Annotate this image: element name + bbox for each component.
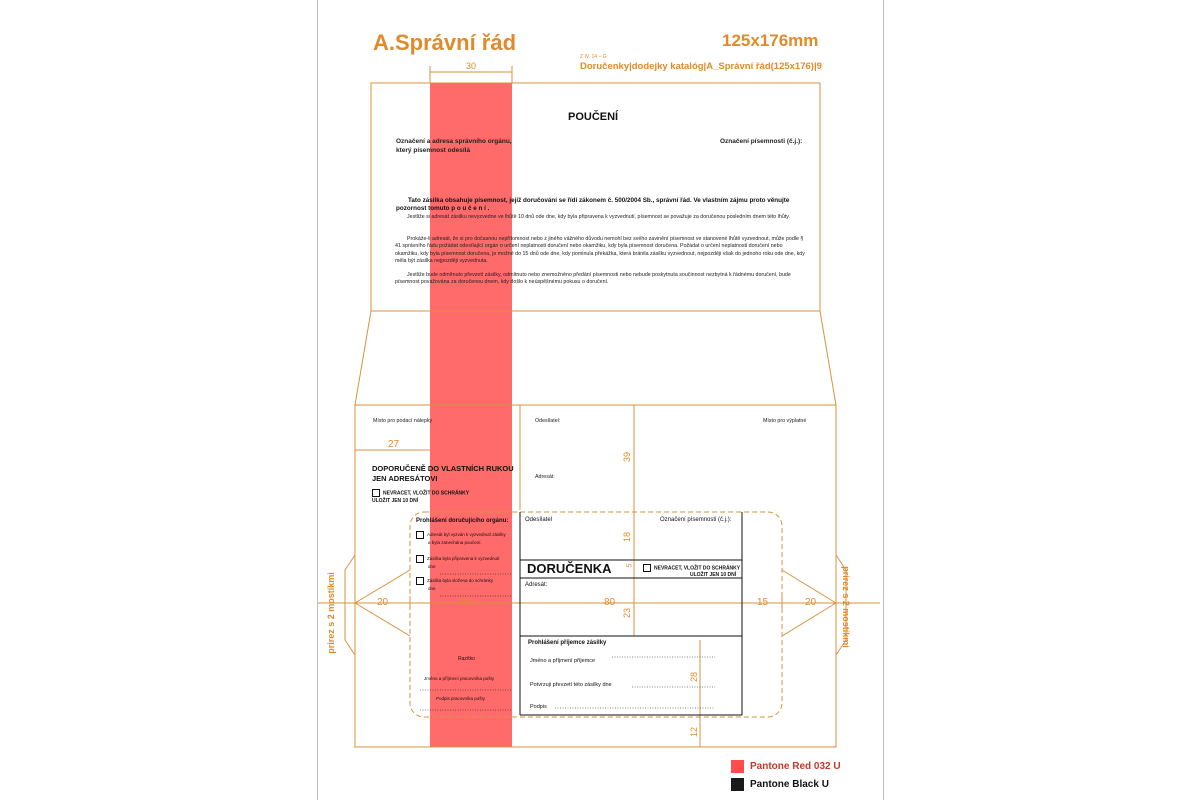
sub-code: Z IV. 14 – G xyxy=(580,54,607,60)
receipt-ref: Označení písemnosti (č.j.): xyxy=(660,517,732,523)
courier-option-1: Adresát byl vyzván k vyzvednutí zásilky a byla zanechána poučení. xyxy=(416,531,506,547)
dim-23: 23 xyxy=(622,607,633,619)
courier-heading: Prohlášení doručujícího orgánu: xyxy=(416,518,509,524)
return-checkbox[interactable] xyxy=(372,489,380,497)
dim-18: 18 xyxy=(622,531,633,543)
instructions-heading: POUČENÍ xyxy=(568,111,619,123)
ref-label: Označení písemnosti (č.j.): xyxy=(720,138,803,145)
receipt-return-option: NEVRACET, VLOŽIT DO SCHRÁNKY xyxy=(643,564,740,572)
dim-20-right: 20 xyxy=(805,597,817,608)
lead-line2: pozornost tomuto p o u č e n í . xyxy=(396,205,490,212)
paragraph-2: Prokáže-li adresát, že si pro dočasnou nepřítomnost nebo z jiného vážného důvodu nemohl bez svého zavinění písemnost ve stanovené lhůtě vyzvednout, může podle § 41 správního řádu požádat odesílající orgán o určení neplatnosti doručení nebo okamžiku, kdy byla písemnost doručena. Požádat o určení neplatnosti doručení nebo okamžiku, kdy byla písemnost doručena, je možné do 15 dnů ode dne, kdy pominula překážka, která bránila zásilku vyzvednout, nejpozději však do jednoho roku ode dne, kdy měla být zásilka nejpozději vyzvednuta. xyxy=(395,236,805,265)
courier-option-3: Zásilka byla vložena do schránky dne xyxy=(416,577,493,593)
stamp-place: Místo pro výplatné xyxy=(763,418,807,424)
paragraph-3: Jestliže bude odmítnuto převzetí zásilky, odmítnuto nebo znemožněno předání písemnosti nebo nebude poskytnuta součinnost nezbytná k řádnému doručení, bude písemnost považována za doručenou dnem, kdy došlo k neúspěšnému pokusu o doručení. xyxy=(395,272,791,286)
dim-27: 27 xyxy=(388,439,400,450)
dim-30: 30 xyxy=(466,61,477,71)
dim-28: 28 xyxy=(689,671,700,683)
lead-line1: Tato zásilka obsahuje písemnost, jejíž doručování se řídí zákonem č. 500/2004 Sb., správní řád. Ve vlastním zájmu proto věnujte xyxy=(408,197,790,204)
legend-red: Pantone Red 032 U xyxy=(750,761,841,772)
dim-12: 12 xyxy=(689,726,700,738)
sender-label-line2: který písemnost odesílá xyxy=(396,147,471,154)
envelope-sender: Odesílatel: xyxy=(535,418,561,424)
recipient-heading: Prohlášení příjemce zásilky xyxy=(528,640,607,646)
envelope-return-line2: ULOŽIT JEN 10 DNÍ xyxy=(372,498,419,504)
courier-option-2: Zásilka byla připravena k vyzvednutí dne xyxy=(416,555,500,571)
recipient-sign-label: Podpis xyxy=(530,704,547,710)
legend-black: Pantone Black U xyxy=(750,779,829,790)
worker-sign-label: Podpis pracovníka pošty xyxy=(436,696,486,701)
catalog-path: Doručenky|dodejky katalóg|A_Správní řád(125x176)|9 xyxy=(580,61,822,72)
dim-39: 39 xyxy=(622,451,633,463)
label-place: Místo pro podací nálepky xyxy=(373,418,433,424)
left-side-label: prirez s 2 mostíkmi xyxy=(325,572,336,654)
option-3-checkbox[interactable] xyxy=(416,577,424,585)
document-title: A.Správní řád xyxy=(373,30,517,55)
right-side-label: prirez s 2 mostíkmi xyxy=(840,566,851,648)
receipt-title: DORUČENKA xyxy=(527,561,612,576)
worker-name-label: Jméno a příjmení pracovníka pošty xyxy=(424,676,495,681)
receipt-return-line2: ULOŽIT JEN 10 DNÍ xyxy=(690,572,737,578)
dim-20-left: 20 xyxy=(377,597,389,608)
dim-41: 41 xyxy=(460,597,472,608)
format-size: 125x176mm xyxy=(722,31,819,50)
dim-15: 15 xyxy=(757,597,769,608)
stamp-label: Razítko xyxy=(458,656,475,662)
delivery-line1: DOPORUČENĚ DO VLASTNÍCH RUKOU xyxy=(372,464,514,473)
sender-label-line1: Označení a adresa správního orgánu, xyxy=(396,138,512,145)
red-swatch xyxy=(731,760,744,773)
envelope-addressee: Adresát: xyxy=(535,474,555,480)
option-1-checkbox[interactable] xyxy=(416,531,424,539)
recipient-confirm-label: Potvrzuji převzetí této zásilky dne xyxy=(530,682,612,688)
recipient-name-label: Jméno a příjmení příjemce xyxy=(530,658,596,664)
dim-5: 5 xyxy=(626,563,634,568)
receipt-sender: Odesílatel xyxy=(525,517,553,523)
envelope-return-option: NEVRACET, VLOŽIT DO SCHRÁNKY xyxy=(372,489,469,497)
black-swatch xyxy=(731,778,744,791)
receipt-addressee: Adresát: xyxy=(525,582,548,588)
delivery-line2: JEN ADRESÁTOVI xyxy=(372,474,438,483)
dim-80: 80 xyxy=(604,597,616,608)
paragraph-1: Jestliže si adresát zásilku nevyzvedne ve lhůtě 10 dnů ode dne, kdy byla připravena k vyzvednutí, písemnost se považuje za doručenou posledním dnem této lhůty. xyxy=(407,214,790,220)
option-2-checkbox[interactable] xyxy=(416,555,424,563)
receipt-return-checkbox[interactable] xyxy=(643,564,651,572)
